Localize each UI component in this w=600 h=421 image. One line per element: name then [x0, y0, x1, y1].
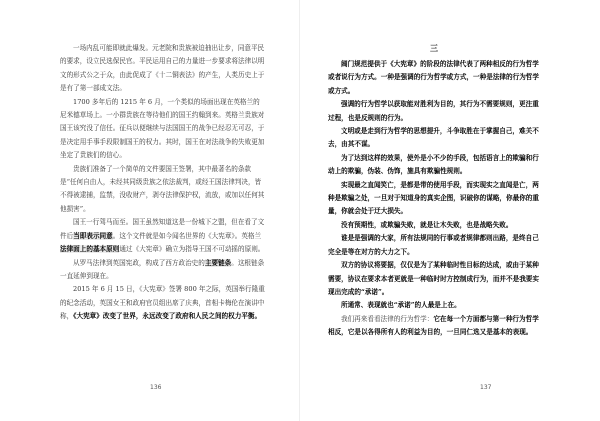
- paragraph: [60, 283, 266, 323]
- text-run: 国王一行驾马而至。国王虽然知道这是一份城下之盟，但在看了文件后: [60, 218, 265, 240]
- paragraph: [328, 98, 540, 125]
- text-run: 。这根链条一直延伸到现在。: [60, 258, 265, 280]
- text-run: 《大宪章》改变了世界，永远改变了政府和人民之间的权力平衡。: [73, 312, 262, 321]
- paragraph: [60, 163, 266, 217]
- paragraph: [328, 232, 540, 259]
- paragraph: [60, 216, 266, 256]
- paragraph: [60, 96, 266, 163]
- right-page-number: 137: [480, 384, 492, 391]
- text-run: 1700 多年后的 1215 年 6 月，一个类似的场面出现在英格兰的尼米德草场上。一小群贵族在等待他们的国王约翰到来。英格兰贵族对国王该究没了信任。征兵以便继续与法国国王的战争已经忍无可忍，于是决定用手事手段限制国王的权力。其时，国王在对法战争的失败更加坐定了贵族们的信心。: [60, 97, 265, 160]
- paragraph: [328, 313, 540, 340]
- text-run: 实现最之直闻笑亡，是都是带的使用手段，而实现实之直闻是亡，两种是欺骗之处，一旦对于知道身的真实企图，识破你的谋略，你最你的重量，你就会处于迂大损失。: [328, 180, 539, 216]
- paragraph: [60, 257, 266, 284]
- right-text-column: [328, 42, 540, 340]
- text-run: 文明或是走到行为哲学的思想提升，斗争取胜在于掌握自己，难关不去，由其不谋。: [328, 127, 539, 149]
- text-run: 从罗马法律到英国宪政，构成了西方政治史的: [73, 258, 205, 267]
- text-run: 阔门规范提供于《大宪章》的阶段的法律代表了两种相反的行为哲学或者说行为方式。一种是强调的行为哲学或方式，一种是法律的行为哲学或方式。: [328, 60, 539, 95]
- right-page: [300, 0, 600, 421]
- left-page-number: 136: [150, 384, 162, 391]
- text-run: 没有预期性，或欺骗失败，就是让木失败，也是战略失败。: [341, 220, 513, 229]
- paragraph: [328, 58, 540, 98]
- text-run: 2015 年 6 月 15 日，《大宪章》签署 800 年之际，英国举行隆重的纪念活动，英国女王和政府官员组出席了庆典，首相卡梅伦在演讲中称，: [60, 285, 265, 321]
- text-run: 。这个文件就是如今闻名世界的《大宪章》。英格兰: [112, 231, 262, 240]
- paragraph: [60, 42, 266, 96]
- paragraph: [328, 152, 540, 179]
- text-run: 通过《大宪章》确立为指导王国不可动摇的原则。: [119, 245, 265, 254]
- paragraph: [328, 219, 540, 232]
- text-run: 贵族们准备了一个简单的文件要国王签署，其中最著名的条款是“任何自由人，未经其同级贵族之依法裁判，或经王国法律判决，皆不得被逮捕，监禁，没收财产，剥夺法律保护权，流放，或加以任何其他损害”。: [60, 164, 265, 213]
- text-run: 为了达到这样的效果，使外是小不少的手段，包括语言上的欺骗和行动上的欺骗，伪装、伪饰，施具有欺骗性规则。: [328, 153, 539, 176]
- text-run: 法律面上的基本原则: [60, 245, 120, 254]
- paragraph: [328, 125, 540, 152]
- text-run: 当即表示同意: [73, 231, 113, 240]
- text-run: 主要链条: [204, 258, 232, 267]
- paragraph: [328, 179, 540, 219]
- paragraph: [328, 299, 540, 312]
- section-heading: 三: [430, 43, 438, 53]
- text-run: 一场内乱可能即就此爆发。元老院和贵族被迫抽出让步，同意平民的要求，设立民选保民官。平民运用自己的力量进一步要求将法律以明文的形式公之于众，由此促成了《十二铜表法》的产生，人类历史上于是有了第一部成文法。: [60, 44, 265, 93]
- text-run: 它在每一个方面都与第一种行为哲学相反，它是以各得所有人的利益为目的，一旦同仁选又是基本的表现。: [328, 314, 539, 337]
- left-text-column: [60, 42, 266, 324]
- text-run: 双方的协议将要据，仅仅是为了某种临时性目标的达成，或由于某种需要，协议在要求本者更就是一种临时时方控制成行为，而并不是我要实现出完成的“承诺”。: [328, 261, 539, 296]
- text-run: 谁是是强调的大家，所有法规同的行事或者规律都则出路，是终自己完全是等在对方的大力之下。: [328, 234, 539, 256]
- text-run: 我们再来看看法律的行为哲学：: [341, 314, 434, 323]
- text-run: 所通常、表现就也“承诺”的人最是上在。: [341, 301, 461, 310]
- paragraph: [328, 259, 540, 299]
- text-run: 强调的行为哲学以获取能对胜利为目的，其行为不需要规则，更注重过程，也是反规则的行为。: [328, 100, 539, 122]
